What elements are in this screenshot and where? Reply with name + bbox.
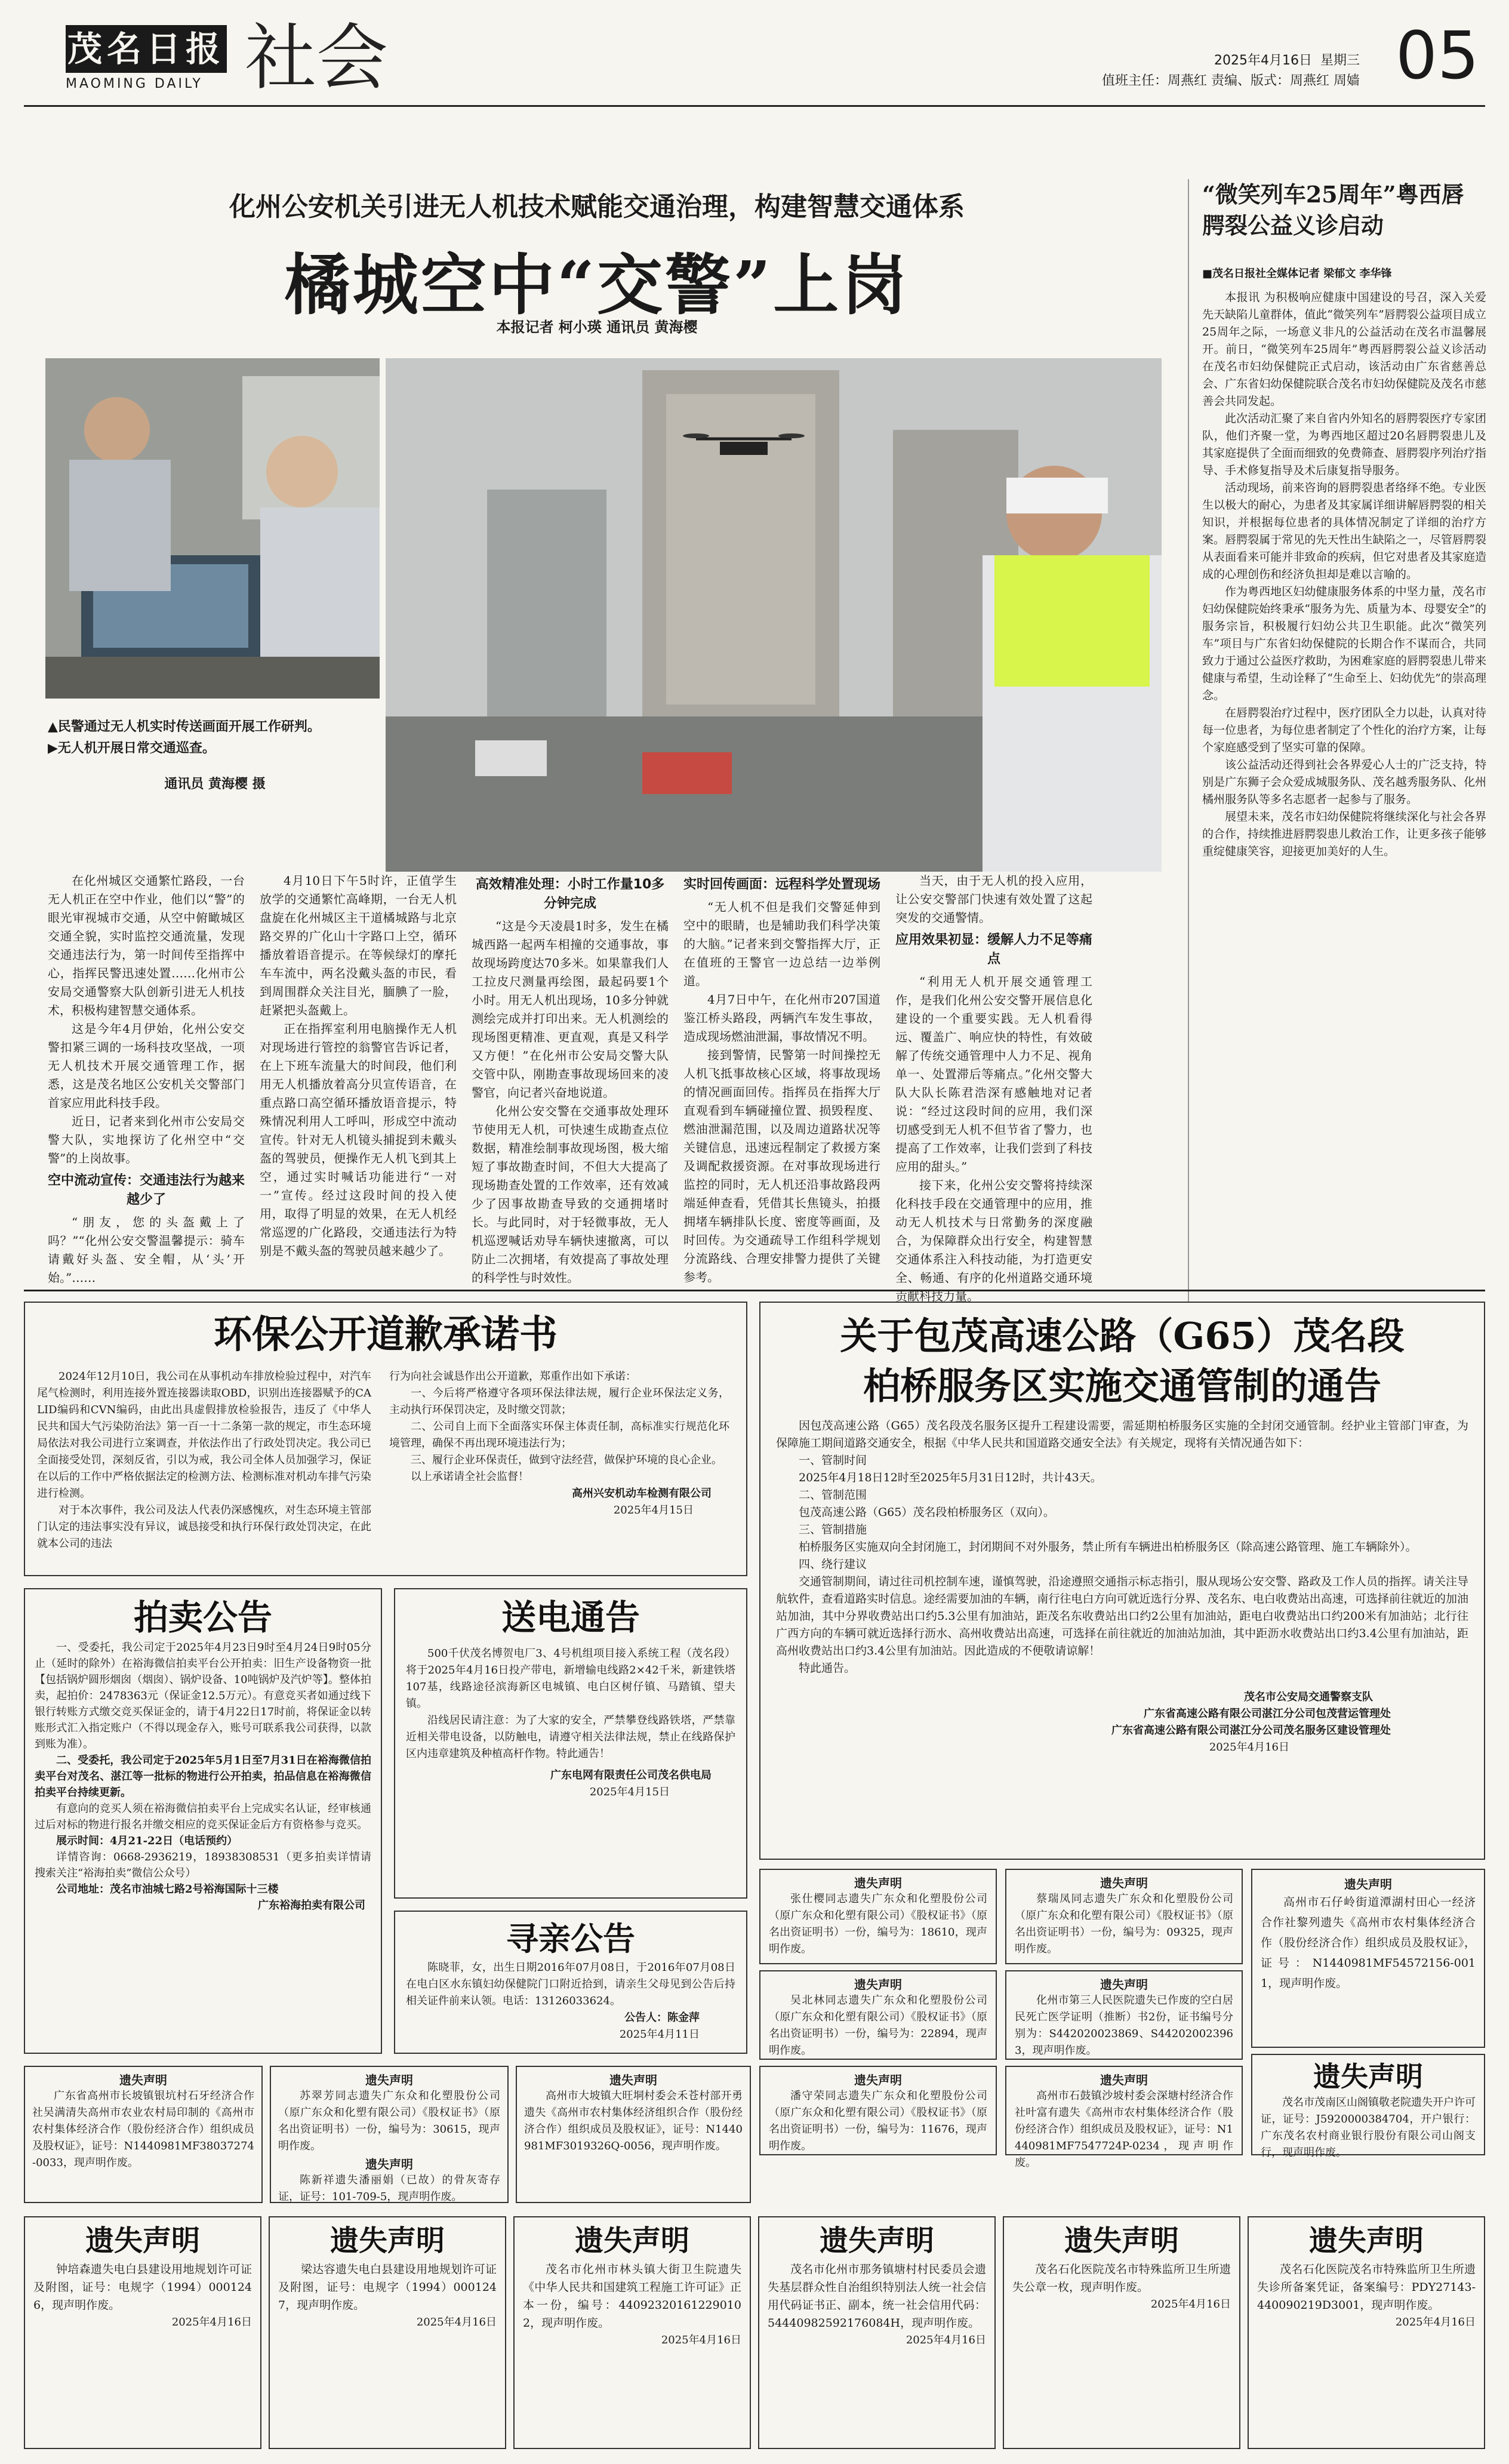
lost-notice — [1005, 1869, 1243, 1964]
section-title: 社会 — [245, 17, 388, 100]
traffic-item: 四、绕行建议 — [799, 1558, 867, 1571]
lost-heading: 遗失声明 — [365, 2073, 413, 2087]
apology-p: 2024年12月10日，我公司在从事机动车排放检验过程中，对汽车尾气检测时，利用连接外置连接器读取OBD，识别出连接器赋予的CALID编码和CVN编码，由此出具虚假排放检验报告，违反了《中华人民共和国大气污染防治法》第一百一十二条第一款的规定，市生态环境局依法对我公司进行立案调查，并依法作出了行政处罚决定。我公司已全面接受处罚，深刻反省，引以为戒，我公司全体人员加强学习，保证在以后的工作中严格依据法定的检测方法、检测标准对机动车排气污染进行检测。 — [37, 1370, 371, 1500]
lost-date: 2025年4月16日 — [906, 2334, 986, 2346]
lead-col-2 — [260, 872, 457, 1260]
side-byline: ■茂名日报社全媒体记者 梁郁文 李华锋 — [1202, 267, 1392, 280]
power-sign: 广东电网有限责任公司茂名供电局 — [550, 1769, 712, 1782]
lost-text: 茂名市化州市那务镇塘村村民委员会遗失基层群众性自治组织特别法人统一社会信用代码证书正、副本，统一社会信用代码：54440982592176084H，现声明作废。 — [768, 2263, 986, 2330]
side-headline: “微笑列车25周年”粤西唇腭裂公益义诊启动 — [1202, 181, 1464, 239]
lead-c5-p: 接下来，化州公安交警将持续深化科技手段在交通管理中的应用，推动无人机技术与日常勤务的深度融合，为保障群众出行安全，构建智慧交通体系注入科技动能，为打造更安全、畅通、有序的化州道路交通环境贡献科技力量。 — [895, 1178, 1092, 1303]
apology-title: 环保公开道歉承诺书 — [214, 1312, 558, 1357]
drone-scene — [386, 358, 1162, 872]
traffic-item: 一、管制时间 — [799, 1454, 867, 1467]
lost-heading: 遗失声明 — [854, 1876, 902, 1890]
subhead-1: 空中流动宣传：交通违法行为越来越少了 — [48, 1173, 245, 1207]
subhead-2: 高效精准处理：小时工作量10多分钟完成 — [475, 877, 665, 911]
auction-addr: 公司地址：茂名市油城七路2号裕海国际十三楼 — [56, 1883, 279, 1896]
lost-date: 2025年4月16日 — [171, 2316, 252, 2328]
lost-text: 陈新祥遗失潘丽娟（已故）的骨灰寄存证，证号：101-709-5，现声明作废。 — [278, 2174, 500, 2203]
lost-text: 茂名市化州市林头镇大街卫生院遗失《中华人民共和国建筑工程施工许可证》正本一份，编号：440923201612290102，现声明作废。 — [523, 2263, 741, 2330]
lost-notice — [24, 2216, 261, 2449]
lead-c5-p: “利用无人机开展交通管理工作，是我们化州公安交警开展信息化建设的一个重要实践。无人机看得远、覆盖广、响应快的特性，有效破解了传统交通管理中人力不足、视角单一、处置滞后等痛点。”化州交警大队大队长陈君浩深有感触地对记者说：“经过这段时间的应用，我们深切感受到无人机不但节省了警力，也提高了工作效率，让我们尝到了科技应用的甜头。” — [895, 974, 1092, 1174]
lost-heading: 遗失声明 — [365, 2157, 413, 2171]
side-p: 活动现场，前来咨询的唇腭裂患者络绎不绝。专业医生以极大的耐心，为患者及其家属详细讲解唇腭裂的相关知识，并根据每位患者的具体情况制定了详细的治疗方案。唇腭裂属于常见的先天性出生缺陷之一，尽管唇腭裂从表面看来可能并非致命的疾病，但它对患者及其家庭造成的心理创伤和经济负担却是难以言喻的。 — [1202, 481, 1486, 581]
apology-date: 2025年4月15日 — [613, 1504, 694, 1516]
lost-heading: 遗失声明 — [854, 1977, 902, 1992]
lead-col-3 — [472, 872, 669, 1287]
page-number: 05 — [1396, 17, 1479, 94]
lost-text: 苏翠芳同志遗失广东众和化塑股份公司（原广东众和化塑有限公司）《股权证书》（原名出资证明书）一份，编号为：30615，现声明作废。 — [278, 2090, 500, 2152]
traffic-item: 2025年4月18日12时至2025年5月31日12时，共计43天。 — [799, 1471, 1102, 1484]
lost-text: 广东省高州市长坡镇银坑村石牙经济合作社吴满清失高州市农业农村局印制的《高州市农村集体经济合作（股份经济合作）组织成员及股权证》，证号：N1440981MF38037274-0033，现声明作废。 — [32, 2090, 254, 2169]
lost-date: 2025年4月16日 — [416, 2316, 497, 2328]
side-body — [1202, 289, 1486, 860]
auction-p: 有意向的竞买人须在裕海微信拍卖平台上完成实名认证，经审核通过后对标的物进行报名并缴交相应的竞买保证金后方有资格参与竞买。 — [35, 1802, 371, 1831]
lost-text: 化州市第三人民医院遗失已作废的空白居民死亡医学证明（推断）书2份，证书编号分别为：S442020023869、S442020023963，现声明作废。 — [1015, 1994, 1233, 2057]
side-p: 此次活动汇聚了来自省内外知名的唇腭裂医疗专家团队，他们齐聚一堂，为粤西地区超过20名唇腭裂患儿及其家庭提供了全面而细致的免费筛查、唇腭裂序列治疗指导、手术修复指导及术后康复指导服务。 — [1202, 412, 1486, 477]
lost-notice — [516, 2066, 751, 2203]
apology-sign: 高州兴安机动车检测有限公司 — [572, 1487, 712, 1500]
auction-notice — [24, 1588, 382, 2054]
apology-p: 以上承诺请全社会监督！ — [411, 1471, 529, 1483]
lost-heading-large: 遗失声明 — [1308, 2224, 1424, 2257]
lost-notice — [1005, 2066, 1243, 2169]
photo-drone-patrol — [386, 358, 1162, 872]
lost-text: 高州市石仔岭街道潭湖村田心一经济合作社黎列遗失《高州市农村集体经济合作（股份经济合作）组织成员及股权证》，证号：N1440981MF54572156-0011，现声明作废。 — [1261, 1896, 1476, 1990]
lead-c1-p: 这是今年4月伊始，化州公安交警扣紧三调的一场科技攻坚战，一项无人机技术开展交通管理工作，据悉，这是茂名地区公安机关交警部门首家应用此科技手段。 — [48, 1022, 245, 1110]
lost-text: 茂名市茂南区山阁镇敬老院遗失开户许可证，证号：J5920000384704，开户银行：广东茂名农村商业银行股份有限公司山阁支行，现声明作废。 — [1261, 2096, 1476, 2159]
lost-heading: 遗失声明 — [854, 2073, 902, 2087]
subhead-3: 实时回传画面：远程科学处置现场 — [683, 877, 881, 892]
side-p: 作为粤西地区妇幼健康服务体系的中坚力量，茂名市妇幼保健院始终秉承“服务为先、质量为本、母婴安全”的服务宗旨，积极履行妇幼公共卫生职能。此次“微笑列车”项目与广东省妇幼保健院的长期合作不谋而合，共同致力于通过公益医疗救助，为困难家庭的唇腭裂患儿带来健康与希望，生动诠释了“生命至上、妇幼优先”的崇高理念。 — [1202, 585, 1486, 702]
lost-text: 蔡瑞凤同志遗失广东众和化塑股份公司（原广东众和化塑有限公司）《股权证书》（原名出资证明书）一份，编号为：09325，现声明作废。 — [1015, 1893, 1233, 1955]
lost-heading-large: 遗失声明 — [1313, 2060, 1423, 2093]
photo-captions — [48, 716, 382, 795]
apology-p: 行为向社会诚恳作出公开道歉，郑重作出如下承诺： — [389, 1370, 636, 1383]
power-date: 2025年4月15日 — [589, 1786, 670, 1798]
lead-c1-p: 在化州城区交通繁忙路段，一台无人机正在空中作业，他们以“警”的眼光审视城市交通，从空中俯瞰城区交通全貌，实时监控交通流量，发现交通违法行为，第一时间传至指挥中心，指挥民警迅速处置……化州市公安局交通警察大队创新引进无人机技术，积极构建智慧交通体系。 — [48, 873, 245, 1017]
lost-grid-mid — [759, 1869, 1243, 2169]
lost-notice — [758, 2216, 996, 2449]
lost-notice — [269, 2216, 506, 2449]
traffic-item: 交通管制期间，请过往司机控制车速，谨慎驾驶，沿途遵照交通指示标志指引，服从现场公安交警、路政及工作人员的指挥。请关注导航软件，查看道路实时信息。途经需要加油的车辆，南行往电白方向可就近选行分界、茂名东、电白收费站出高速，可选择前往就近的加油站加油，其中分界收费站出口约5.3公里有加油站，距茂名东收费站出口约2公里有加油站，距电白收费站出口约200米有加油站；北行往广西方向的车辆可就近选择行沥水、高州收费站出高速，可选择在前往就近的加油站加油，其中距沥水收费站出口约3.4公里有加油站，距高州收费站出口约3.4公里有加油站。因此造成的不便敬请谅解！ — [776, 1575, 1468, 1657]
lead-kicker: 化州公安机关引进无人机技术赋能交通治理，构建智慧交通体系 — [229, 192, 965, 222]
lost-notice-r1 — [1251, 1869, 1485, 2048]
lost-notice — [759, 1970, 997, 2060]
lost-heading: 遗失声明 — [609, 2073, 657, 2087]
power-title: 送电通告 — [501, 1597, 640, 1638]
lost-date: 2025年4月16日 — [661, 2334, 741, 2346]
lost-text: 张仕樱同志遗失广东众和化塑股份公司（原广东众和化塑有限公司）《股权证书》（原名出资证明书）一份，编号为：18610，现声明作废。 — [769, 1893, 987, 1955]
lost-text: 潘守荣同志遗失广东众和化塑股份公司（原广东众和化塑有限公司）《股权证书》（原名出资证明书）一份，编号为：11676，现声明作废。 — [769, 2090, 987, 2152]
lost-heading-large: 遗失声明 — [574, 2224, 689, 2257]
lead-story — [24, 113, 1170, 1303]
lost-notice — [270, 2066, 509, 2203]
lead-headline: 橘城空中“交警”上岗 — [284, 247, 910, 324]
side-p: 展望未来，茂名市妇幼保健院将继续深化与社会各界的合作，持续推进唇腭裂患儿救治工作，让更多孩子能够重绽健康笑容，迎接更加美好的人生。 — [1202, 810, 1486, 858]
traffic-title-1: 关于包茂高速公路（G65）茂名段 — [840, 1314, 1405, 1358]
lost-text: 梁达容遗失电白县建设用地规划许可证及附图，证号：电规字（1994）0001247，现声明作废。 — [278, 2263, 497, 2312]
caption-2: ▶无人机开展日常交通巡查。 — [48, 741, 215, 756]
apology-p: 对于本次事件，我公司及法人代表仍深感愧疚，对生态环境主管部门认定的违法事实没有异议，诚恳接受和执行环保行政处罚决定，在此就本公司的违法 — [37, 1504, 371, 1550]
logo: 茂名日报 — [66, 25, 227, 73]
side-story — [1188, 179, 1486, 1302]
traffic-item: 三、管制措施 — [799, 1523, 867, 1536]
traffic-item: 特此通告。 — [799, 1662, 856, 1675]
lead-col-5 — [895, 872, 1092, 1306]
lost-text: 高州市石鼓镇沙坡村委会深塘村经济合作社叶富有遗失《高州市农村集体经济合作（股份经济合作）组织成员及股权证》，证号：N1440981MF7547724P-0234，现声明作废。 — [1015, 2090, 1233, 2169]
lost-heading: 遗失声明 — [1100, 1977, 1148, 1992]
lost-notice — [1005, 1970, 1243, 2060]
lost-notice-r2 — [1251, 2054, 1485, 2159]
apology-p: 二、公司自上而下全面落实环保主体责任制，高标准实行规范化环境管理，确保不再出现环境违法行为； — [389, 1420, 729, 1450]
lost-heading: 遗失声明 — [1100, 2073, 1148, 2087]
auction-p: 一、受委托，我公司定于2025年4月23日9时至4月24日9时05分止（延时的除外）在裕海微信拍卖平台公开拍卖：旧生产设备物资一批【包括锅炉圆形烟囱（烟囱）、锅炉设备、10吨锅炉及汽炉等】。整体拍卖，起拍价：2478363元（保证金12.5万元）。有意竞买者如通过线下银行转账方式缴交竞买保证金的，请于4月22日17时前，将保证金以转账形式汇入指定账户（不得以现金存入，账号可联系我公司获得，以款到账为准）。 — [35, 1641, 371, 1751]
lead-c4-p: 接到警情，民警第一时间操控无人机飞抵事故核心区域，将事故现场的情况画面回传。指挥员在指挥大厅直观看到车辆碰撞位置、损毁程度、燃油泄漏范围，以及周边道路状况等关键信息，迅速远程制定了救援方案及调配救援资源。在对事故现场进行监控的同时，无人机还沿事故路段两端延伸查看，凭借其长焦镜头，拍摄拥堵车辆排队长度、密度等画面，及时回传。为交通疏导工作组科学规划分流路线、合理安排警力提供了关键参考。 — [683, 1048, 880, 1284]
power-p: 500千伏茂名博贺电厂3、4号机组项目接入系统工程（茂名段）将于2025年4月16日投产带电，新增输电线路2×42千米，新建铁塔107基，线路途径滨海新区电城镇、电白区树仔镇、马踏镇、望夫镇。 — [406, 1647, 735, 1710]
masthead-rule — [24, 105, 1485, 107]
caption-credit: 通讯员 黄海樱 摄 — [164, 777, 266, 792]
traffic-p: 因包茂高速公路（G65）茂名段茂名服务区提升工程建设需要，需延期柏桥服务区实施的全封闭交通管制。经护业主管部门审查，为保障施工期间道路交通安全，根据《中华人民共和国道路交通安全法》有关规定，现将有关情况通告如下： — [776, 1419, 1468, 1450]
auction-show: 展示时间：4月21-22日（电话预约） — [56, 1835, 238, 1847]
traffic-sign-3: 广东省高速公路有限公司湛江分公司茂名服务区建设管理处 — [1111, 1724, 1391, 1737]
traffic-sign-1: 茂名市公安局交通警察支队 — [1244, 1691, 1373, 1703]
caption-1: ▲民警通过无人机实时传送画面开展工作研判。 — [48, 719, 321, 734]
power-body — [406, 1645, 735, 1762]
side-p: 该公益活动还得到社会各界爱心人士的广泛支持，特别是广东狮子会众爱成城服务队、茂名越秀服务队、化州橘州服务队等多名志愿者一起参与了服务。 — [1202, 758, 1486, 806]
apology-notice — [24, 1302, 747, 1576]
lead-col-1 — [48, 872, 245, 1287]
lead-c2-p: 正在指挥室利用电脑操作无人机对现场进行管控的翁警官告诉记者，在上下班车流量大的时间段，他们利用无人机播放着高分贝宣传语音，在重点路口高空循环播放语音提示，特殊情况利用人工呼叫，形成空中流动宣传。针对无人机镜头捕捉到未戴头盔的驾驶员，便操作无人机飞到其上空，通过实时喊话功能进行“一对一”宣传。经过这段时间的投入使用，取得了明显的效果，在无人机经常巡逻的广化路段，交通违法行为特别是不戴头盔的驾驶员越来越少了。 — [260, 1022, 457, 1258]
lost-heading: 遗失声明 — [119, 2073, 167, 2087]
lead-c3-p: “这是今天凌晨1时多，发生在橘城西路一起两车相撞的交通事故，事故现场跨度达70多米。如果靠我们人工拉皮尺测量再绘图，最起码要1个小时。用无人机出现场，10多分钟就测绘完成并打印出来。无人机测绘的现场图更精准、更直观，真是又科学又方便！”在化州市公安局交警大队交管中队，刚勘查事故现场回来的凌警官，向记者兴奋地说道。 — [472, 919, 669, 1100]
lead-c2-p: 4月10日下午5时许，正值学生放学的交通繁忙高峰期，一台无人机盘旋在化州城区主干道橘城路与北京路交界的广化山十字路口上空，循环播放着语音提示。在等候绿灯的摩托车车流中，两名没戴头盔的市民，看到周围群众关注目光，腼腆了一脸，赶紧把头盔戴上。 — [260, 873, 457, 1017]
lead-byline: 本报记者 柯小瑛 通讯员 黄海樱 — [496, 319, 698, 336]
masthead — [24, 17, 1485, 100]
traffic-title-2: 柏桥服务区实施交通管制的通告 — [863, 1364, 1381, 1408]
photo-police-computer — [45, 358, 380, 699]
lost-text: 吴北林同志遗失广东众和化塑股份公司（原广东众和化塑有限公司）《股权证书》（原名出资证明书）一份，编号为：22894，现声明作废。 — [769, 1994, 987, 2057]
lost-notice — [24, 2066, 263, 2203]
header-date — [1214, 50, 1360, 69]
lost-heading: 遗失声明 — [1100, 1876, 1148, 1890]
date: 2025年4月16日 — [1214, 53, 1312, 68]
section-rule — [24, 1290, 1485, 1291]
lead-c1-p: “朋友，您的头盔戴上了吗？”“化州公安交警温馨提示：骑车请戴好头盔、安全帽，从‘头’开始。”…… — [48, 1215, 245, 1285]
side-p: 本报讯 为积极响应健康中国建设的号召，深入关爱先天缺陷儿童群体，值此“微笑列车”唇腭裂公益项目成立25周年之际，一场意义非凡的公益活动在茂名市温馨展开。前日，“微笑列车25周年”粤西唇腭裂公益义诊活动在茂名市妇幼保健院正式启动，该活动由广东省慈善总会、广东省妇幼保健院联合茂名市妇幼保健院及茂名市慈善会共同发起。 — [1202, 291, 1486, 408]
lead-c4-p: 4月7日中午，在化州市207国道鉴江桥头路段，两辆汽车发生事故，造成现场燃油泄漏，事故情况不明。 — [683, 992, 880, 1044]
traffic-date: 2025年4月16日 — [1209, 1741, 1289, 1754]
side-p: 在唇腭裂治疗过程中，医疗团队全力以赴，认真对待每一位患者，为每位患者制定了个性化的治疗方案，让每个家庭感受到了坚实可靠的保障。 — [1202, 706, 1486, 754]
lost-heading-large: 遗失声明 — [819, 2224, 934, 2257]
apology-right — [389, 1368, 729, 1519]
lost-heading-large: 遗失声明 — [85, 2224, 200, 2257]
lost-notice — [1248, 2216, 1485, 2449]
logo-en: MAOMING DAILY — [66, 76, 203, 91]
lead-c3-p: 化州公安交警在交通事故处理环节使用无人机，可快速生成勘查点位数据，精准绘制事故现场图，极大缩短了事故勘查时间，不但大大提高了现场勘查处置的工作效率，还有效减少了因事故勘查导致的交通拥堵时长。与此同时，对于轻微事故，无人机巡逻喊话劝导车辆快速撤离，可以防止二次拥堵，有效提高了事故处理的科学性与时效性。 — [472, 1104, 669, 1285]
lost-notice — [513, 2216, 751, 2449]
auction-body — [35, 1639, 371, 1897]
apology-left — [37, 1368, 371, 1552]
traffic-item: 包茂高速公路（G65）茂名段柏桥服务区（双向）。 — [799, 1506, 1055, 1519]
lost-text: 钟培森遗失电白县建设用地规划许可证及附图，证号：电规字（1994）0001246，现声明作废。 — [33, 2263, 252, 2312]
seek-date: 2025年4月11日 — [619, 2028, 700, 2041]
lost-notice — [759, 1869, 997, 1964]
lost-text: 茂名石化医院茂名市特殊监所卫生所遗失公章一枚，现声明作废。 — [1012, 2263, 1231, 2294]
lost-date: 2025年4月16日 — [1395, 2316, 1476, 2328]
traffic-item: 柏桥服务区实施双向全封闭施工，封闭期间不对外服务，禁止所有车辆进出柏桥服务区（除高速公路管理、施工车辆除外）。 — [799, 1540, 1417, 1554]
traffic-notice — [759, 1302, 1485, 1860]
seek-body — [406, 1959, 735, 2010]
seek-notice — [394, 1911, 747, 2054]
lost-heading-large: 遗失声明 — [1064, 2224, 1179, 2257]
auction-hotline: 详情咨询：0668-2936219，18938308531（更多拍卖详情请搜索关注“裕海拍卖”微信公众号） — [35, 1851, 371, 1879]
power-p: 沿线居民请注意：为了大家的安全，严禁攀登线路铁塔，严禁靠近相关带电设备，以防触电，请遵守相关法律法规，禁止在线路保护区内违章建筑及种植高杆作物。特此通告！ — [406, 1714, 735, 1760]
auction-sign: 广东裕海拍卖有限公司 — [258, 1899, 365, 1912]
lost-notice — [1003, 2216, 1240, 2449]
lead-c5-p: 当天，由于无人机的投入应用，让公安交警部门快速有效处置了这起突发的交通警情。 — [895, 873, 1092, 925]
lost-heading: 遗失声明 — [1344, 1877, 1392, 1891]
seek-p: 陈晓菲，女，出生日期2016年07月08日，于2016年07月08日在电白区水东镇妇幼保健院门口附近拾到，请亲生父母见到公告后持相关证件前来认领。电话：13126033624。 — [406, 1961, 735, 2007]
lost-notice — [759, 2066, 997, 2155]
apology-p: 一、今后将严格遵守各项环保法律法规，履行企业环保法定义务，主动执行环保罚决定，及时缴交罚款； — [389, 1387, 729, 1416]
subhead-4: 应用效果初显：缓解人力不足等痛点 — [895, 933, 1093, 967]
seek-title: 寻亲公告 — [506, 1919, 635, 1958]
police-photo — [45, 358, 380, 699]
lost-text: 茂名石化医院茂名市特殊监所卫生所遗失诊所备案凭证，备案编号：PDY27143-440090219D3001，现声明作废。 — [1257, 2263, 1476, 2312]
seek-sign: 公告人：陈金萍 — [624, 2011, 700, 2024]
bottom-lost-row — [24, 2216, 1485, 2449]
lead-col-4 — [683, 872, 880, 1287]
lead-c4-p: “无人机不但是我们交警延伸到空中的眼睛，也是辅助我们科学决策的大脑。”记者来到交警指挥大厅，正在值班的王警官一边总结一边举例道。 — [683, 900, 880, 988]
auction-p: 二、受委托，我公司定于2025年5月1日至7月31日在裕海微信拍卖平台对茂名、湛江等一批标的物进行公开拍卖，拍品信息在裕海微信拍卖平台持续更新。 — [35, 1754, 371, 1799]
weekday: 星期三 — [1320, 53, 1360, 68]
lost-text: 高州市大坡镇大旺垌村委会禾苍村部开勇遗失《高州市农村集体经济组织合作（股份经济合作）组织成员及股权证》，证号：N1440981MF3019326Q-0056，现声明作废。 — [524, 2090, 743, 2152]
traffic-item: 二、管制范围 — [799, 1488, 867, 1502]
power-notice — [394, 1588, 747, 1899]
auction-title: 拍卖公告 — [133, 1597, 272, 1638]
traffic-sign-2: 广东省高速公路有限公司湛江分公司包茂营运管理处 — [1144, 1708, 1391, 1720]
editors: 值班主任：周燕红 责编、版式：周燕红 周嫱 — [1102, 73, 1360, 88]
lost-date: 2025年4月16日 — [1150, 2298, 1231, 2311]
lead-c1-p: 近日，记者来到化州市公安局交警大队，实地探访了化州空中“交警”的上岗故事。 — [48, 1114, 245, 1165]
traffic-body — [776, 1417, 1468, 1677]
lost-heading-large: 遗失声明 — [329, 2224, 445, 2257]
apology-p: 三、履行企业环保责任，做到守法经营，做保护环境的良心企业。 — [411, 1454, 722, 1466]
